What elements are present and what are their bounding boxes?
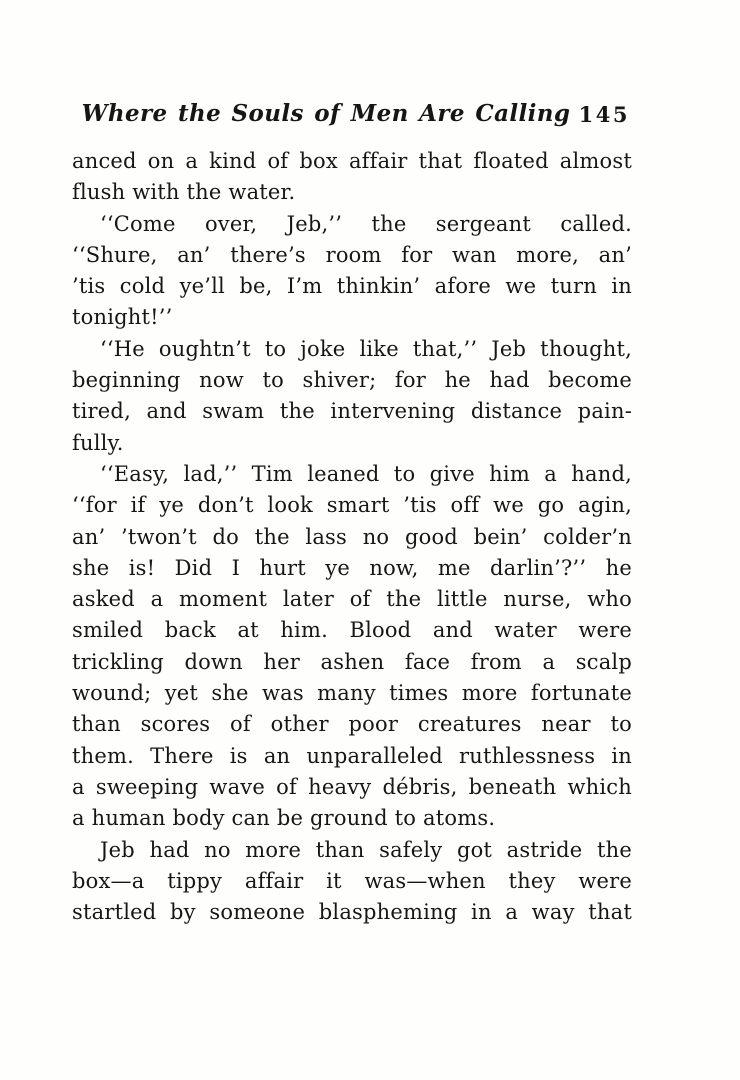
text-line: than scores of other poor creatures near to <box>72 712 632 737</box>
page-number: 145 <box>578 102 630 127</box>
text-line: anced on a kind of box affair that floated almost <box>72 149 632 173</box>
text-line: wound; yet she was many times more fortunate <box>72 681 632 706</box>
paragraph <box>72 459 632 835</box>
text-line: flush with the water. <box>72 180 296 205</box>
paragraph <box>72 209 632 334</box>
text-line: ‘‘Easy, lad,’’ Tim leaned to give him a hand, <box>100 461 632 486</box>
text-line: trickling down her ashen face from a scalp <box>72 649 632 674</box>
text-line: tonight!’’ <box>72 305 173 330</box>
text-line: fully. <box>72 430 124 455</box>
text-line: a sweeping wave of heavy débris, beneath which <box>72 774 632 799</box>
page-title: Where the Souls of Men Are Calling <box>81 100 571 127</box>
text-line: ‘‘Shure, an’ there’s room for wan more, an’ <box>72 242 632 267</box>
running-header <box>72 100 632 132</box>
text-line: smiled back at him. Blood and water were <box>72 618 632 643</box>
paragraph <box>72 146 632 209</box>
text-line: tired, and swam the intervening distance pain- <box>72 399 632 424</box>
text-block <box>72 146 632 928</box>
text-line: them. There is an unparalleled ruthlessness in <box>72 743 632 768</box>
paragraph <box>72 334 632 459</box>
text-line: startled by someone blaspheming in a way that <box>72 900 632 925</box>
text-line: ’tis cold ye’ll be, I’m thinkin’ afore we turn in <box>72 274 632 299</box>
text-line: she is! Did I hurt ye now, me darlin’?’’ he <box>72 555 632 580</box>
text-line: ‘‘Come over, Jeb,’’ the sergeant called. <box>100 211 632 236</box>
text-line: a human body can be ground to atoms. <box>72 806 496 831</box>
text-line: Jeb had no more than safely got astride the <box>100 837 632 862</box>
text-line: beginning now to shiver; for he had become <box>72 368 632 393</box>
text-line: asked a moment later of the little nurse, who <box>72 587 632 612</box>
text-line: an’ ’twon’t do the lass no good bein’ colder’n <box>72 524 632 549</box>
text-line: box—a tippy affair it was—when they were <box>72 868 632 893</box>
text-line: ‘‘for if ye don’t look smart ’tis off we go agin, <box>72 493 632 518</box>
text-line: ‘‘He oughtn’t to joke like that,’’ Jeb thought, <box>100 336 632 361</box>
paragraph <box>72 835 632 929</box>
